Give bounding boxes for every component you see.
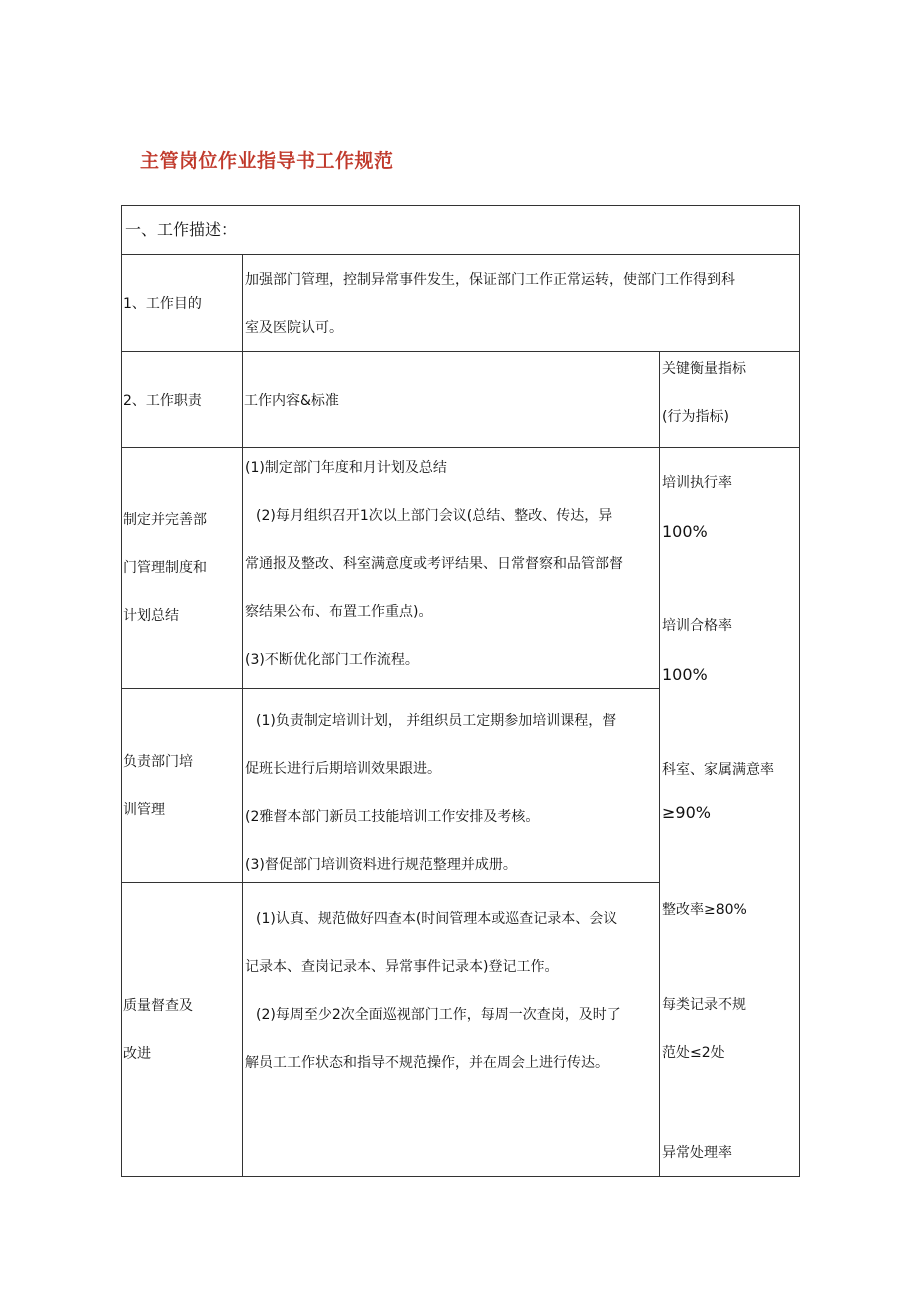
task-item: (1)负责制定培训计划， 并组织员工定期参加培训课程，督 bbox=[256, 713, 617, 729]
task-label-cell bbox=[122, 448, 243, 689]
work-spec-table bbox=[121, 205, 800, 1177]
kpi-item: 培训执行率 bbox=[662, 475, 732, 491]
kpi-item: 每类记录不规 bbox=[662, 997, 746, 1013]
task-item: 促班长进行后期培训效果跟进。 bbox=[245, 761, 441, 777]
duties-header-row bbox=[122, 352, 800, 448]
kpi-item: 整改率≥80% bbox=[662, 902, 747, 918]
task-content-cell bbox=[243, 883, 660, 1177]
purpose-content-cell bbox=[243, 255, 800, 352]
task-item: 记录本、查岗记录本、异常事件记录本)登记工作。 bbox=[245, 959, 559, 975]
task-item: (2雅督本部门新员工技能培训工作安排及考核。 bbox=[245, 809, 540, 825]
kpi-value: 100% bbox=[662, 665, 708, 684]
duties-label-cell bbox=[122, 352, 243, 448]
task-label-cell bbox=[122, 689, 243, 883]
kpi-item: 培训合格率 bbox=[662, 618, 732, 634]
content-header: 工作内容&标准 bbox=[244, 392, 339, 409]
task-row bbox=[122, 448, 800, 689]
task-label-line: 制定并完善部 bbox=[123, 512, 207, 528]
purpose-line: 加强部门管理，控制异常事件发生，保证部门工作正常运转，使部门工作得到科 bbox=[245, 272, 735, 288]
task-content-cell bbox=[243, 689, 660, 883]
task-content-cell bbox=[243, 448, 660, 689]
kpi-item: 范处≤2处 bbox=[662, 1045, 725, 1061]
task-item: 察结果公布、布置工作重点)。 bbox=[245, 604, 433, 620]
kpi-cell bbox=[660, 448, 800, 1177]
task-item: (1)制定部门年度和月计划及总结 bbox=[245, 460, 447, 476]
section-header-cell bbox=[122, 206, 800, 255]
task-item: 常通报及整改、科室满意度或考评结果、日常督察和品管部督 bbox=[245, 556, 623, 572]
task-item: (2)每月组织召开1次以上部门会议(总结、整改、传达，异 bbox=[256, 508, 613, 524]
task-label-cell bbox=[122, 883, 243, 1177]
kpi-header-line: (行为指标) bbox=[662, 409, 729, 425]
task-label-line: 改进 bbox=[123, 1045, 151, 1062]
kpi-value: ≥90% bbox=[662, 803, 711, 822]
purpose-row bbox=[122, 255, 800, 352]
kpi-item: 异常处理率 bbox=[662, 1145, 732, 1161]
purpose-line: 室及医院认可。 bbox=[245, 320, 343, 336]
task-item: (2)每周至少2次全面巡视部门工作，每周一次查岗，及时了 bbox=[256, 1007, 621, 1023]
kpi-item: 科室、家属满意率 bbox=[662, 762, 774, 778]
task-label-line: 负责部门培 bbox=[123, 753, 193, 770]
task-item: (1)认真、规范做好四查本(时间管理本或巡查记录本、会议 bbox=[256, 911, 618, 927]
kpi-header-line: 关键衡量指标 bbox=[662, 361, 746, 377]
task-label-line: 计划总结 bbox=[123, 608, 179, 624]
kpi-value: 100% bbox=[662, 522, 708, 541]
section-header-row bbox=[122, 206, 800, 255]
purpose-label-cell bbox=[122, 255, 243, 352]
task-item: (3)督促部门培训资料进行规范整理并成册。 bbox=[245, 857, 517, 873]
task-label-line: 质量督查及 bbox=[123, 997, 193, 1014]
document-title: 主管岗位作业指导书工作规范 bbox=[140, 150, 394, 172]
kpi-header-cell bbox=[660, 352, 800, 448]
content-header-cell bbox=[243, 352, 660, 448]
purpose-label: 1、工作目的 bbox=[123, 296, 202, 312]
task-item: (3)不断优化部门工作流程。 bbox=[245, 652, 419, 668]
task-label-line: 门管理制度和 bbox=[123, 560, 207, 576]
section-heading: 一、工作描述： bbox=[125, 220, 238, 239]
duties-label: 2、工作职责 bbox=[123, 392, 202, 409]
task-label-line: 训管理 bbox=[123, 801, 165, 818]
task-item: 解员工工作状态和指导不规范操作，并在周会上进行传达。 bbox=[245, 1055, 609, 1071]
